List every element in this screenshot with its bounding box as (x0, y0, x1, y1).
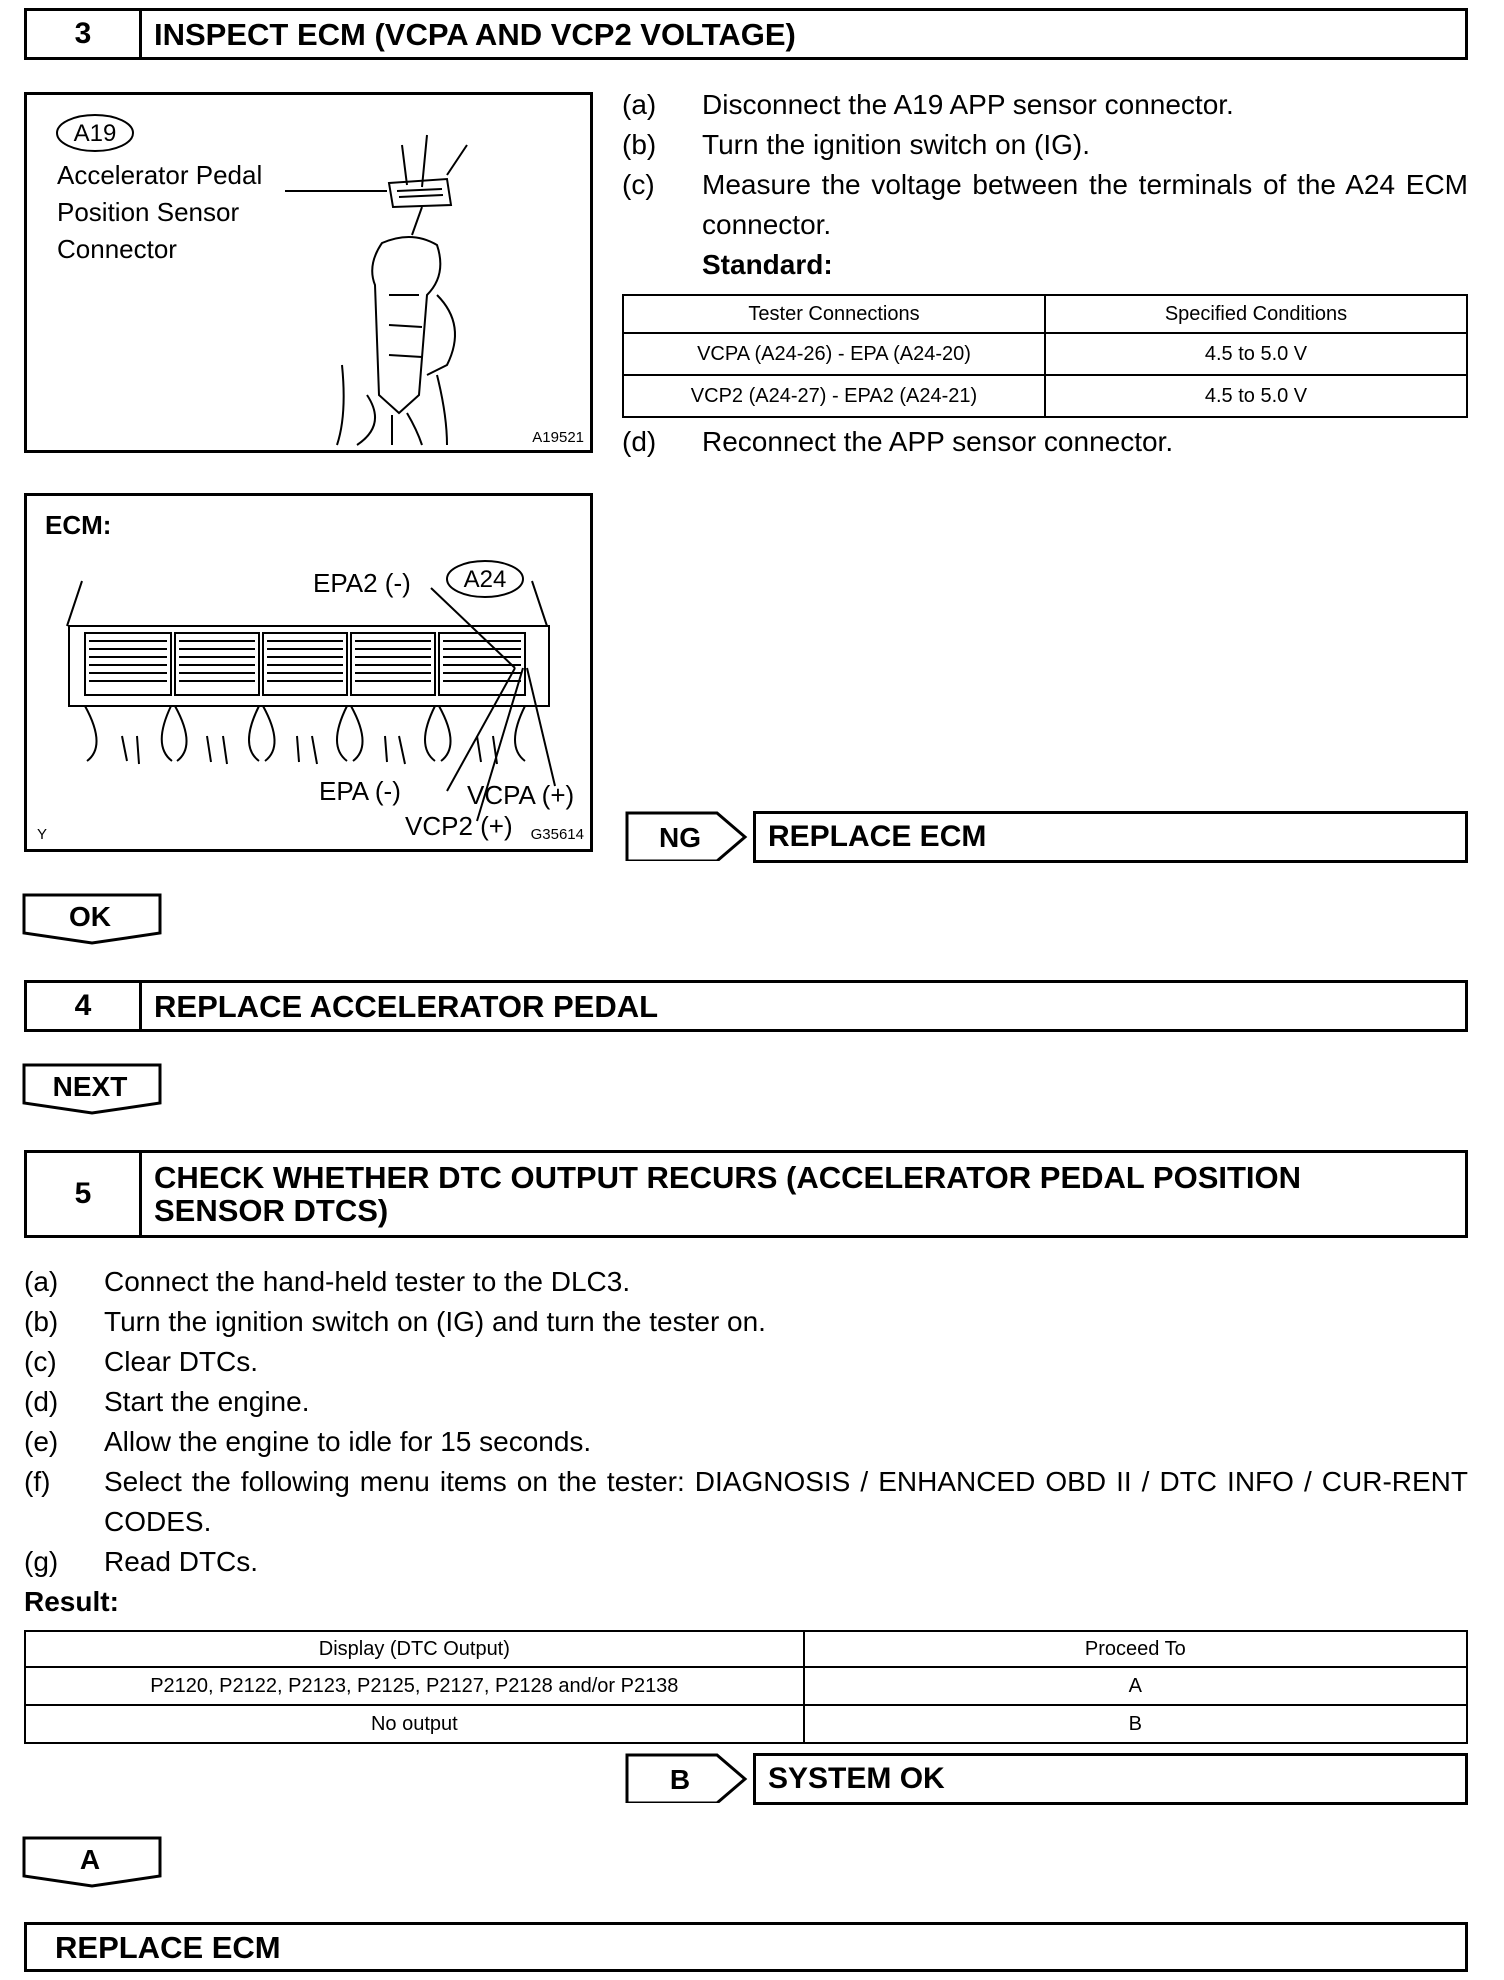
ng-arrow-tag (625, 811, 749, 861)
list-item: (b) Turn the ignition switch on (IG). (622, 129, 1091, 160)
list-item: (g) Read DTCs. (24, 1546, 259, 1577)
ecm-title: ECM: (45, 510, 112, 540)
corner-mark: Y (37, 826, 48, 843)
list-item: (d) Reconnect the APP sensor connector. (622, 426, 1174, 457)
b-action-box: SYSTEM OK (753, 1753, 1468, 1805)
connector-illustration (27, 95, 590, 450)
step-5-header (24, 1150, 1468, 1238)
a-tag (22, 1836, 164, 1888)
label-vcp2: VCP2 (+) (405, 811, 513, 841)
step-title: INSPECT ECM (VCPA AND VCP2 VOLTAGE) (154, 16, 796, 52)
result-label: Result: (24, 1586, 119, 1617)
step-3-header (24, 8, 1468, 60)
connector-id-a24: A24 (463, 566, 507, 593)
ng-label: NG (659, 822, 701, 853)
step-number: 3 (27, 11, 142, 57)
list-item: (c) Clear DTCs. (24, 1346, 259, 1377)
table-row: VCPA (A24-26) - EPA (A24-20) 4.5 to 5.0 V (623, 333, 1467, 375)
list-item: (f) Select the following menu items on the tester: DIAGNOSIS / ENHANCED OBD II / DTC INFO / CUR-RENT CODES. (24, 1466, 1468, 1537)
table-row: No output B (25, 1705, 1467, 1743)
step3-instruction-d (622, 422, 1468, 462)
a-label: A (79, 1844, 101, 1875)
figure-ecm-connector (24, 493, 593, 852)
table-header: Proceed To (804, 1631, 1467, 1667)
table-row: VCP2 (A24-27) - EPA2 (A24-21) 4.5 to 5.0 V (623, 375, 1467, 417)
final-title: REPLACE ECM (55, 1929, 281, 1965)
list-item: (a) Disconnect the A19 APP sensor connector. (622, 89, 1234, 120)
figure-code: G35614 (530, 826, 584, 843)
list-item: (d) Start the engine. (24, 1386, 310, 1417)
figure-code: A19521 (532, 429, 584, 446)
step5-instructions (24, 1262, 1468, 1622)
list-item: (b) Turn the ignition switch on (IG) and turn the tester on. (24, 1306, 766, 1337)
table-header: Display (DTC Output) (25, 1631, 804, 1667)
final-action-box (24, 1922, 1468, 1972)
b-label: B (669, 1764, 691, 1795)
ng-action-box: REPLACE ECM (753, 811, 1468, 863)
list-item: (c) Measure the voltage between the terminals of the A24 ECM connector. (622, 169, 1468, 240)
ok-label: OK (69, 901, 111, 932)
next-label: NEXT (52, 1071, 128, 1102)
table-header: Specified Conditions (1045, 295, 1467, 333)
standard-label: Standard: (702, 249, 833, 280)
b-arrow-tag (625, 1753, 749, 1803)
step-number: 4 (27, 983, 142, 1029)
list-item: (e) Allow the engine to idle for 15 seconds. (24, 1426, 592, 1457)
label-epa2: EPA2 (-) (313, 568, 411, 598)
figure-app-sensor-connector (24, 92, 593, 453)
step3-instructions (622, 85, 1468, 285)
connector-id-a19: A19 (73, 120, 117, 147)
table-header: Tester Connections (623, 295, 1045, 333)
result-table (24, 1630, 1468, 1744)
standard-table (622, 294, 1468, 418)
label-epa: EPA (-) (319, 776, 401, 806)
connector-label: Accelerator Pedal Position Sensor Connector (57, 160, 263, 264)
next-tag (22, 1063, 164, 1115)
table-row: P2120, P2122, P2123, P2125, P2127, P2128 and/or P2138 A (25, 1667, 1467, 1705)
step-title: CHECK WHETHER DTC OUTPUT RECURS (ACCELERATOR PEDAL POSITION SENSOR DTCS) (154, 1160, 1302, 1228)
step-number: 5 (27, 1153, 142, 1235)
step-4-header (24, 980, 1468, 1032)
label-vcpa: VCPA (+) (467, 780, 575, 810)
list-item: (a) Connect the hand-held tester to the DLC3. (24, 1266, 631, 1297)
step-title: REPLACE ACCELERATOR PEDAL (154, 988, 659, 1024)
ok-tag (22, 893, 164, 945)
